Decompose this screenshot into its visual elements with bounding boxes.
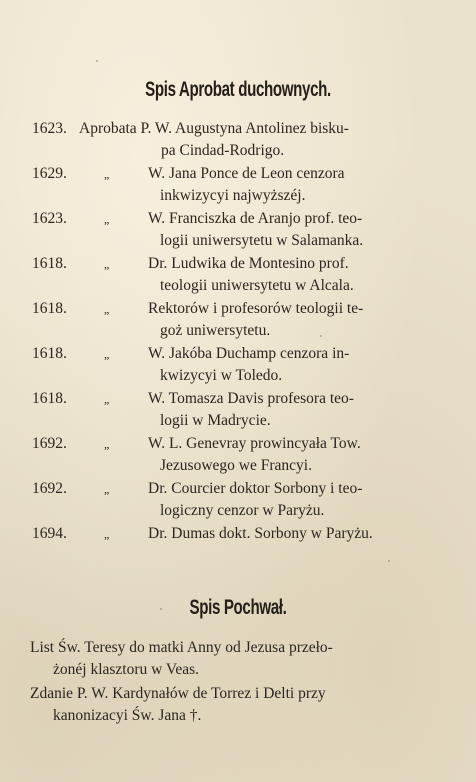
entry-text-line: inkwizycyi najwyższéj. [160,187,306,204]
entry-text-line: logii uniwersytetu w Salamanka. [160,232,364,249]
ditto-mark: „ [104,212,110,226]
entry-text-line: kwizycyi w Toledo. [160,367,283,384]
ditto-mark: „ [104,527,110,541]
entry-year: 1692. [32,435,67,452]
entry-text-line: logiczny cenzor w Paryżu. [160,502,325,519]
entry-text [148,388,410,432]
entry-year: 1694. [32,525,67,542]
entry-text [148,478,410,522]
entry-year: 1629. [32,165,67,182]
ditto-mark: „ [104,437,110,451]
entry-text [148,163,410,207]
praise-entry [30,637,410,681]
ditto-mark: „ [104,347,110,361]
entry-year: 1618. [32,390,67,407]
entry-year: 1623. [32,210,67,227]
praise-text-line: Zdanie P. W. Kardynałów de Torrez i Delti przy [30,685,326,702]
entry-text-line: Dr. Ludwika de Montesino prof. [148,255,349,272]
praise-text-line: żonéj klasztoru w Veas. [53,661,200,678]
section-title-praises: Spis Pochwał. [189,596,287,619]
approbation-entry [0,523,476,568]
entry-text-line: W. L. Genevray prowincyała Tow. [148,435,361,452]
entry-text [79,118,409,162]
approbation-entry [0,163,476,208]
entry-text-line: goż uniwersytetu. [160,322,271,339]
ditto-mark: „ [104,392,110,406]
approbation-entry [0,388,476,433]
entry-text [148,208,410,252]
section-title-approbations: Spis Aprobat duchownych. [145,78,331,101]
approbation-entry [0,253,476,298]
entry-year: 1623. [32,120,67,137]
entry-text [148,523,410,545]
paper-speck [320,335,322,337]
entry-text [148,433,410,477]
praise-text-line: kanonizacyi Św. Jana †. [53,707,202,724]
approbation-entry [0,298,476,343]
entry-text-line: pa Cindad-Rodrigo. [161,142,285,159]
entry-text-line: W. Franciszka de Aranjo prof. teo- [148,210,363,227]
entry-year: 1618. [32,345,67,362]
ditto-mark: „ [104,167,110,181]
paper-speck [160,608,162,610]
approbation-entry [0,208,476,253]
entry-text-line: W. Jakóba Duchamp cenzora in- [148,345,350,362]
praise-text-line: List Św. Teresy do matki Anny od Jezusa przeło- [30,639,333,656]
approbation-entry [0,478,476,523]
approbations-list [0,118,476,568]
entry-text-line: Aprobata P. W. Augustyna Antolinez bisku- [79,120,349,137]
entry-text [148,253,410,297]
entry-text-line: W. Tomasza Davis profesora teo- [148,390,354,407]
approbation-entry [0,343,476,388]
entry-text-line: Dr. Courcier doktor Sorbony i teo- [148,480,363,497]
ditto-mark: „ [104,302,110,316]
entry-year: 1692. [32,480,67,497]
entry-text-line: teologii uniwersytetu w Alcala. [160,277,354,294]
ditto-mark: „ [104,257,110,271]
paper-speck [388,560,390,562]
entry-text-line: W. Jana Ponce de Leon cenzora [148,165,345,182]
entry-text-line: Rektorów i profesorów teologii te- [148,300,364,317]
entry-text [148,343,410,387]
paper-speck [96,60,98,62]
approbation-entry [0,433,476,478]
approbation-entry [0,118,476,163]
entry-text [148,298,410,342]
praise-entry [30,683,410,727]
entry-year: 1618. [32,300,67,317]
entry-text-line: Jezusowego we Francyi. [160,457,312,474]
entry-text-line: logii w Madrycie. [160,412,271,429]
entry-year: 1618. [32,255,67,272]
entry-text-line: Dr. Dumas dokt. Sorbony w Paryżu. [148,525,373,542]
ditto-mark: „ [104,482,110,496]
